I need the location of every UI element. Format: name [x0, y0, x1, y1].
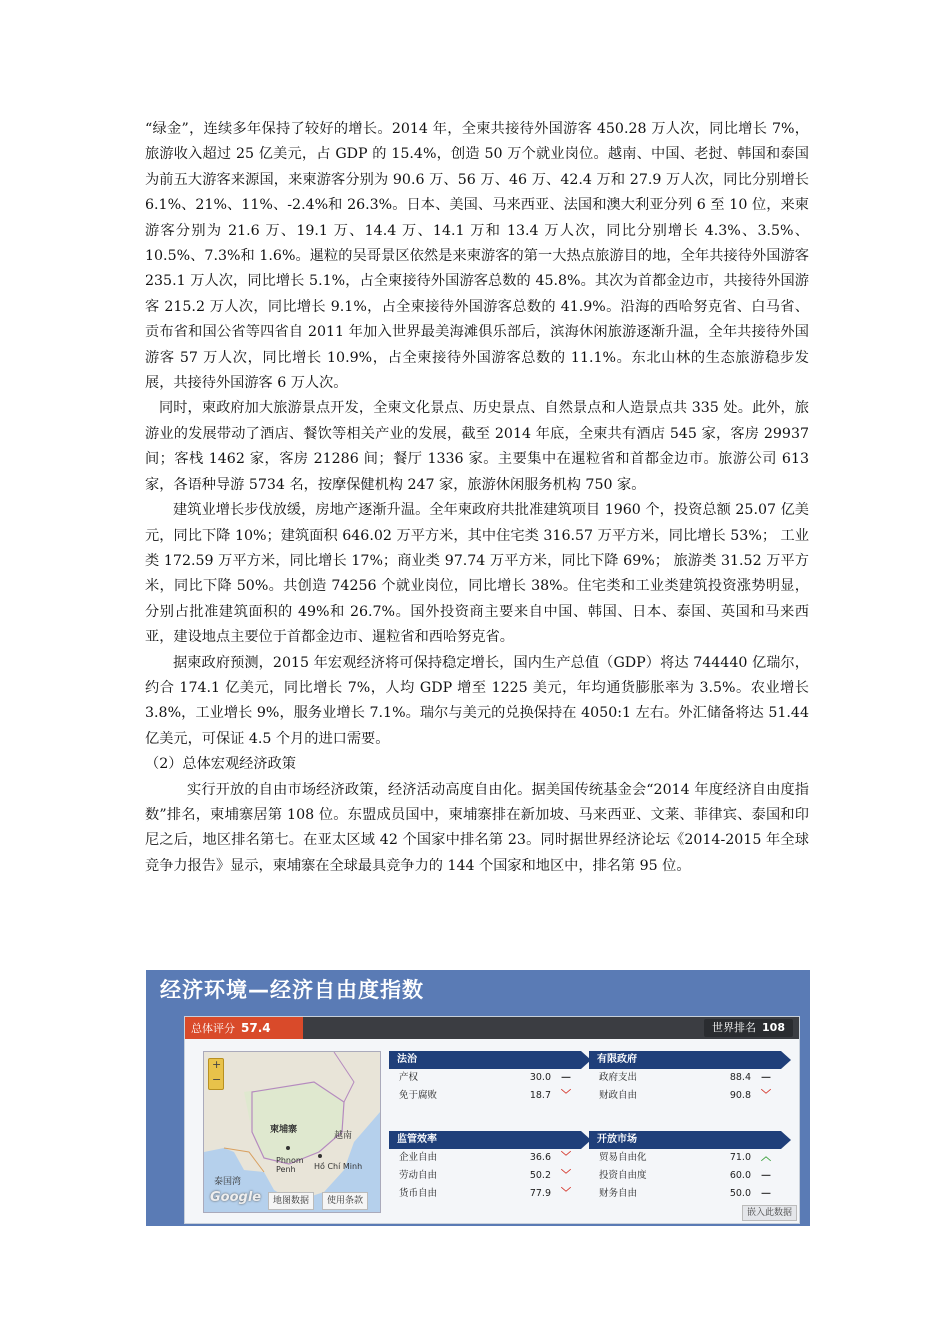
paragraph-tourism: “绿金”，连续多年保持了较好的增长。2014 年，全柬共接待外国游客 450.28 万人次，同比增长 7%，旅游收入超过 25 亿美元，占 GDP 的 15.4%，创造 50 万个就业岗位。越南、中国、老挝、韩国和泰国为前五大游客来源国，来柬游客分别为 90.6 万、56 万、46 万、42.4 万和 27.9 万人次，同比分别增长 6.1%、21%、11%、-2.4%和 26.3%。日本、美国、马来西亚、法国和澳大利亚分列 6 至 10 位，来柬游客分别为 21.6 万、19.1 万、14.4 万、14.1 万和 13.4 万人次，同比分别增长 4.3%、3.5%、10.5%、7.3%和 1.6%。暹粒的吴哥景区依然是来柬游客的第一大热点旅游目的地，全年共接待外国游客 235.1 万人次，同比增长 5.1%，占全柬接待外国游客总数的 45.8%。其次为首都金边市，共接待外国游客 215.2 万人次，同比增长 9.1%，占全柬接待外国游客总数的 41.9%。沿海的西哈努克省、白马省、贡布省和国公省等四省自 2011 年加入世界最美海滩俱乐部后，滨海休闲旅游逐渐升温，全年共接待外国游客 57 万人次，同比增长 10.9%，占全柬接待外国游客总数的 11.1%。东北山林的生态旅游稳步发展，共接待外国游客 6 万人次。 — [145, 121, 809, 392]
indicator-row — [589, 1149, 781, 1167]
figure-title: 经济环境—经济自由度指数 — [160, 978, 424, 1002]
indicator-row — [589, 1087, 781, 1105]
indicator-value: 30.0 — [529, 1072, 551, 1083]
indicator-value: 88.4 — [729, 1072, 751, 1083]
trend-down-icon: ﹀ — [561, 1090, 571, 1101]
category-rule-of-law — [389, 1051, 581, 1105]
body-text — [145, 117, 809, 879]
paragraph-forecast: 据柬政府预测，2015 年宏观经济将可保持稳定增长，国内生产总值（GDP）将达 744440 亿瑞尔，约合 174.1 亿美元，同比增长 7%，人均 GDP 增至 1225 美元，年均通货膨胀率为 3.5%。农业增长 3.8%，工业增长 9%，服务业增长 7.1%。瑞尔与美元的兑换保持在 4050:1 左右。外汇储备将达 51.44 亿美元，可保证 4.5 个月的进口需要。 — [145, 654, 809, 747]
category-title: 监管效率 — [389, 1131, 581, 1149]
map-widget[interactable] — [203, 1051, 381, 1213]
indicator-name: 产权 — [399, 1072, 419, 1083]
map-label-vietnam: 越南 — [334, 1131, 353, 1141]
indicator-name: 企业自由 — [399, 1152, 438, 1163]
paragraph-policy: 实行开放的自由市场经济政策，经济活动高度自由化。据美国传统基金会“2014 年度经济自由度指数”排名，柬埔寨居第 108 位。东盟成员国中，柬埔寨排在新加坡、马来西亚、文莱、菲律宾、泰国和印尼之后，地区排名第七。在亚太区域 42 个国家中排名第 23。同时据世界经济论坛《2014-2015 年全球竞争力报告》显示，柬埔寨在全球最具竞争力的 144 个国家和地区中，排名第 95 位。 — [145, 781, 809, 874]
map-label-phnom-penh: Phnom Penh — [276, 1156, 304, 1174]
embed-data-button[interactable]: 嵌入此数据 — [742, 1205, 797, 1221]
map-data-button[interactable]: 地图数据 — [268, 1192, 314, 1210]
indicator-row — [389, 1087, 581, 1105]
rank-label: 世界排名 — [712, 1021, 757, 1034]
map-label-gulf: 泰国湾 — [214, 1177, 242, 1187]
indicator-value: 50.2 — [529, 1170, 551, 1181]
category-title: 有限政府 — [589, 1051, 781, 1069]
indicator-name: 财务自由 — [599, 1188, 638, 1199]
indicator-name: 政府支出 — [599, 1072, 638, 1083]
trend-flat-icon: — — [761, 1170, 771, 1181]
section-heading: （2）总体宏观经济政策 — [145, 756, 296, 773]
indicator-name: 货币自由 — [399, 1188, 438, 1199]
indicator-value: 71.0 — [729, 1152, 751, 1163]
trend-down-icon: ﹀ — [561, 1188, 571, 1199]
map-terms-button[interactable]: 使用条款 — [322, 1192, 368, 1210]
indicator-value: 90.8 — [729, 1090, 751, 1101]
indicator-value: 36.6 — [529, 1152, 551, 1163]
indicator-row — [389, 1185, 581, 1203]
indicator-row — [389, 1069, 581, 1087]
paragraph-tourism-facilities: 同时，柬政府加大旅游景点开发，全柬文化景点、历史景点、自然景点和人造景点共 335 处。此外，旅游业的发展带动了酒店、餐饮等相关产业的发展，截至 2014 年底，全柬共有酒店 545 家，客房 29937 间；客栈 1462 家，客房 21286 间；餐厅 1336 家。主要集中在暹粒省和首都金边市。旅游公司 613 家，各语种导游 5734 名，按摩保健机构 247 家，旅游休闲服务机构 750 家。 — [145, 400, 809, 493]
indicator-value: 77.9 — [529, 1188, 551, 1199]
panel-header — [185, 1017, 799, 1039]
indicator-value: 60.0 — [729, 1170, 751, 1181]
economic-freedom-figure — [146, 970, 810, 1226]
score-value: 57.4 — [241, 1021, 271, 1035]
category-regulatory-efficiency — [389, 1131, 581, 1203]
score-label: 总体评分 — [191, 1022, 235, 1035]
category-open-markets — [589, 1131, 781, 1203]
trend-down-icon: ﹀ — [561, 1170, 571, 1181]
world-rank — [704, 1019, 793, 1037]
paragraph-construction: 建筑业增长步伐放缓，房地产逐渐升温。全年柬政府共批准建筑项目 1960 个，投资总额 25.07 亿美元，同比下降 10%；建筑面积 646.02 万平方米，其中住宅类 316.57 万平方米，同比增长 53%； 工业类 172.59 万平方米，同比增长 17%；商业类 97.74 万平方米，同比下降 69%； 旅游类 31.52 万平方米，同比下降 50%。共创造 74256 个就业岗位，同比增长 38%。住宅类和工业类建筑投资涨势明显，分别占批准建筑面积的 49%和 26.7%。国外投资商主要来自中国、韩国、日本、泰国、英国和马来西亚，建设地点主要位于首都金边市、暹粒省和西哈努克省。 — [145, 502, 809, 646]
freedom-index-panel — [184, 1016, 800, 1224]
indicator-name: 劳动自由 — [399, 1170, 438, 1181]
indicator-name: 贸易自由化 — [599, 1152, 647, 1163]
indicator-value: 18.7 — [529, 1090, 551, 1101]
indicator-row — [389, 1149, 581, 1167]
trend-flat-icon: — — [761, 1188, 771, 1199]
map-label-hcm: Hồ Chí Minh — [314, 1162, 363, 1171]
trend-up-icon: ︿ — [761, 1152, 771, 1163]
indicator-row — [389, 1167, 581, 1185]
trend-flat-icon: — — [561, 1072, 571, 1083]
indicator-value: 50.0 — [729, 1188, 751, 1199]
indicator-row — [589, 1167, 781, 1185]
trend-down-icon: ﹀ — [561, 1152, 571, 1163]
rank-value: 108 — [762, 1021, 785, 1034]
category-title: 法治 — [389, 1051, 581, 1069]
trend-down-icon: ﹀ — [761, 1090, 771, 1101]
indicator-row — [589, 1185, 781, 1203]
overall-score — [185, 1017, 303, 1039]
map-label-cambodia: 柬埔寨 — [270, 1125, 298, 1135]
category-title: 开放市场 — [589, 1131, 781, 1149]
map-zoom-control[interactable] — [208, 1058, 224, 1090]
indicator-name: 投资自由度 — [599, 1170, 647, 1181]
category-limited-government — [589, 1051, 781, 1105]
indicator-name: 财政自由 — [599, 1090, 638, 1101]
trend-flat-icon: — — [761, 1072, 771, 1083]
google-logo: Google — [210, 1190, 262, 1205]
indicator-row — [589, 1069, 781, 1087]
indicator-name: 免于腐败 — [399, 1090, 438, 1101]
